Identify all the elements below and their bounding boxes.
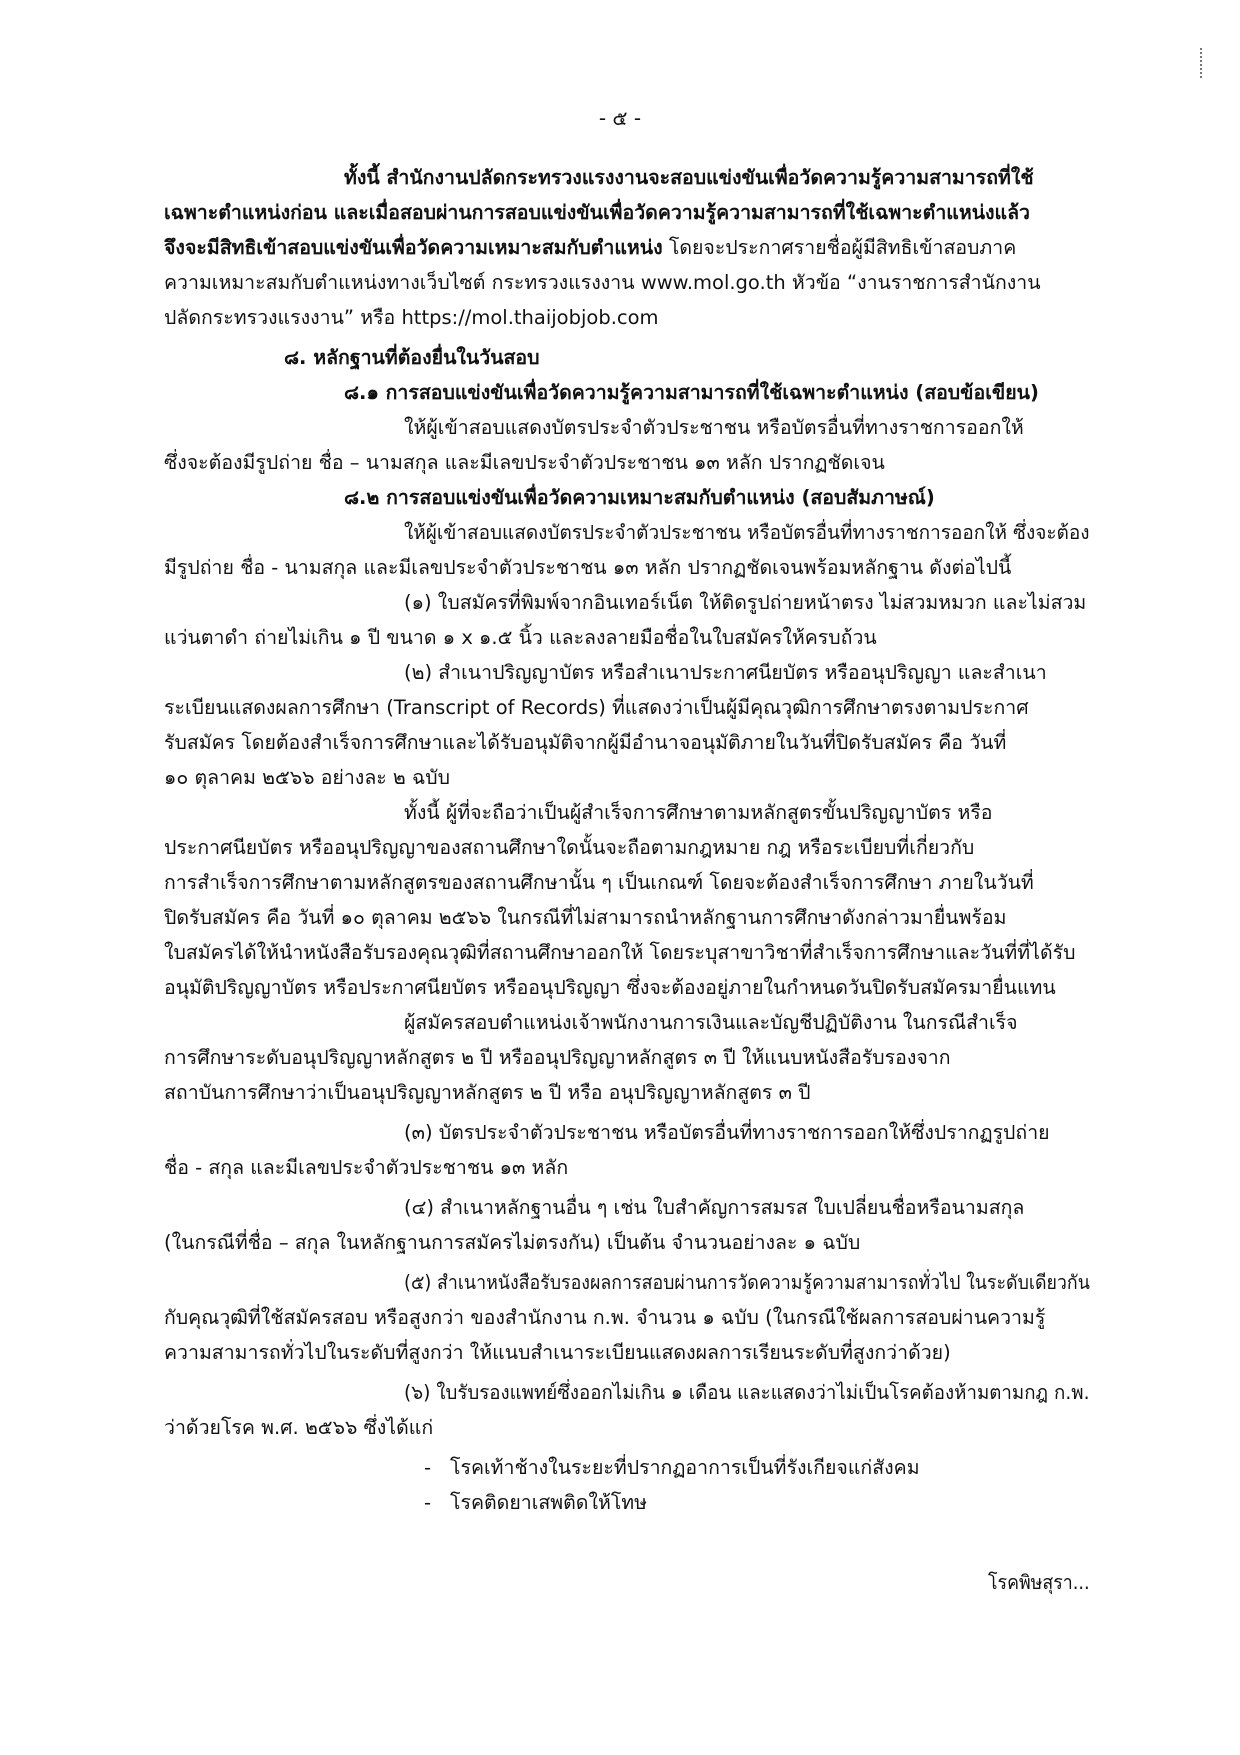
text-line: ประกาศนียบัตร หรืออนุปริญญาของสถานศึกษาใดนั้นจะถือตามกฎหมาย กฎ หรือระเบียบที่เกี่ยวกับ [164,836,975,859]
list-item-text: (๕) สำเนาหนังสือรับรองผลการสอบผ่านการวัดความรู้ความสามารถทั่วไป ในระดับเดียวกัน [404,1271,1090,1294]
text-line: ปิดรับสมัคร คือ วันที่ ๑๐ ตุลาคม ๒๕๖๖ ในกรณีที่ไม่สามารถนำหลักฐานการศึกษาดังกล่าวมายื่นพร้อม [164,906,1007,929]
list-item-text: (๑) ใบสมัครที่พิมพ์จากอินเทอร์เน็ต ให้ติดรูปถ่ายหน้าตรง ไม่สวมหมวก และไม่สวม [404,591,1087,614]
text-line: ว่าด้วยโรค พ.ศ. ๒๕๖๖ ซึ่งได้แก่ [164,1416,434,1439]
subsection-heading: ๘.๑ การสอบแข่งขันเพื่อวัดความรู้ความสามารถที่ใช้เฉพาะตำแหน่ง (สอบข้อเขียน) [344,381,1039,404]
text-line: ความเหมาะสมกับตำแหน่งทางเว็บไซต์ กระทรวงแรงงาน www.mol.go.th หัวข้อ “งานราชการสำนักงาน [164,271,1041,294]
text-line: รับสมัคร โดยต้องสำเร็จการศึกษาและได้รับอนุมัติจากผู้มีอำนาจอนุมัติภายในวันที่ปิดรับสมัคร คือ วันที่ [164,731,1007,754]
list-item-text: (๓) บัตรประจำตัวประชาชน หรือบัตรอื่นที่ทางราชการออกให้ซึ่งปรากฏรูปถ่าย [404,1121,1050,1144]
text-line: กับคุณวุฒิที่ใช้สมัครสอบ หรือสูงกว่า ของสำนักงาน ก.พ. จำนวน ๑ ฉบับ (ในกรณีใช้ผลการสอบผ่านความรู้ [164,1306,1046,1329]
list-item-text: (๖) ใบรับรองแพทย์ซึ่งออกไม่เกิน ๑ เดือน และแสดงว่าไม่เป็นโรคต้องห้ามตามกฎ ก.พ. [404,1381,1090,1404]
text-line: ๑๐ ตุลาคม ๒๕๖๖ อย่างละ ๒ ฉบับ [164,766,451,789]
list-item-text: (๔) สำเนาหลักฐานอื่น ๆ เช่น ใบสำคัญการสมรส ใบเปลี่ยนชื่อหรือนามสกุล [404,1196,1025,1219]
text-line: (ในกรณีที่ชื่อ – สกุล ในหลักฐานการสมัครไม่ตรงกัน) เป็นต้น จำนวนอย่างละ ๑ ฉบับ [164,1231,861,1254]
list-item-text: (๒) สำเนาปริญญาบัตร หรือสำเนาประกาศนียบัตร หรืออนุปริญญา และสำเนา [404,661,1047,684]
subsection-heading: ๘.๒ การสอบแข่งขันเพื่อวัดความเหมาะสมกับตำแหน่ง (สอบสัมภาษณ์) [344,486,935,509]
text-line: ทั้งนี้ ผู้ที่จะถือว่าเป็นผู้สำเร็จการศึกษาตามหลักสูตรขั้นปริญญาบัตร หรือ [404,801,993,824]
text-line: ระเบียนแสดงผลการศึกษา (Transcript of Records) ที่แสดงว่าเป็นผู้มีคุณวุฒิการศึกษาตรงตามประกาศ [164,696,1029,719]
text-line: ซึ่งจะต้องมีรูปถ่าย ชื่อ – นามสกุล และมีเลขประจำตัวประชาชน ๑๓ หลัก ปรากฏชัดเจน [164,451,885,474]
bold-phrase: จึงจะมีสิทธิเข้าสอบแข่งขันเพื่อวัดความเหมาะสมกับตำแหน่ง [164,236,663,259]
text-line: ผู้สมัครสอบตำแหน่งเจ้าพนักงานการเงินและบัญชีปฏิบัติงาน ในกรณีสำเร็จ [404,1011,1018,1034]
text-line: ปลัดกระทรวงแรงงาน” หรือ https://mol.thaijobjob.com [164,306,659,329]
section-heading: ๘. หลักฐานที่ต้องยื่นในวันสอบ [284,346,540,369]
text-line: ทั้งนี้ สำนักงานปลัดกระทรวงแรงงานจะสอบแข่งขันเพื่อวัดความรู้ความสามารถที่ใช้ [344,166,1034,189]
text-line: มีรูปถ่าย ชื่อ - นามสกุล และมีเลขประจำตัวประชาชน ๑๓ หลัก ปรากฏชัดเจนพร้อมหลักฐาน ดังต่อไปนี้ [164,556,1012,579]
bullet-dash: - [424,1456,432,1479]
page-number: - ๕ - [598,106,642,130]
text-line: ความสามารถทั่วไปในระดับที่สูงกว่า ให้แนบสำเนาระเบียนแสดงผลการเรียนระดับที่สูงกว่าด้วย) [164,1341,951,1364]
bullet-text: โรคติดยาเสพติดให้โทษ [450,1491,647,1514]
text-line: การศึกษาระดับอนุปริญญาหลักสูตร ๒ ปี หรืออนุปริญญาหลักสูตร ๓ ปี ให้แนบหนังสือรับรองจาก [164,1046,951,1069]
text-line: ใบสมัครได้ให้นำหนังสือรับรองคุณวุฒิที่สถานศึกษาออกให้ โดยระบุสาขาวิชาที่สำเร็จการศึกษาและวันที่ที่ได้รับ [164,941,1076,964]
text-line: ชื่อ - สกุล และมีเลขประจำตัวประชาชน ๑๓ หลัก [164,1156,569,1179]
bullet-item [424,1453,920,1483]
bullet-dash: - [424,1491,432,1514]
text-line: การสำเร็จการศึกษาตามหลักสูตรของสถานศึกษานั้น ๆ เป็นเกณฑ์ โดยจะต้องสำเร็จการศึกษา ภายในวันที่ [164,871,1034,894]
text-line [164,233,1016,263]
continuation-text: โรคพิษสุรา... [988,1571,1090,1594]
text-phrase: โดยจะประกาศรายชื่อผู้มีสิทธิเข้าสอบภาค [668,236,1017,259]
text-line: แว่นตาดำ ถ่ายไม่เกิน ๑ ปี ขนาด ๑ x ๑.๕ นิ้ว และลงลายมือชื่อในใบสมัครให้ครบถ้วน [164,626,877,649]
text-line: ให้ผู้เข้าสอบแสดงบัตรประจำตัวประชาชน หรือบัตรอื่นที่ทางราชการออกให้ ซึ่งจะต้อง [404,521,1090,544]
bullet-text: โรคเท้าช้างในระยะที่ปรากฏอาการเป็นที่รังเกียจแก่สังคม [450,1456,920,1479]
scan-mark [1200,48,1204,78]
text-line: อนุมัติปริญญาบัตร หรือประกาศนียบัตร หรืออนุปริญญา ซึ่งจะต้องอยู่ภายในกำหนดวันปิดรับสมัครมายื่นแทน [164,976,1056,999]
text-line: สถาบันการศึกษาว่าเป็นอนุปริญญาหลักสูตร ๒ ปี หรือ อนุปริญญาหลักสูตร ๓ ปี [164,1081,811,1104]
bullet-item [424,1488,647,1518]
text-line: เฉพาะตำแหน่งก่อน และเมื่อสอบผ่านการสอบแข่งขันเพื่อวัดความรู้ความสามารถที่ใช้เฉพาะตำแหน่งแล้ว [164,201,1031,224]
text-line: ให้ผู้เข้าสอบแสดงบัตรประจำตัวประชาชน หรือบัตรอื่นที่ทางราชการออกให้ [404,416,1024,439]
